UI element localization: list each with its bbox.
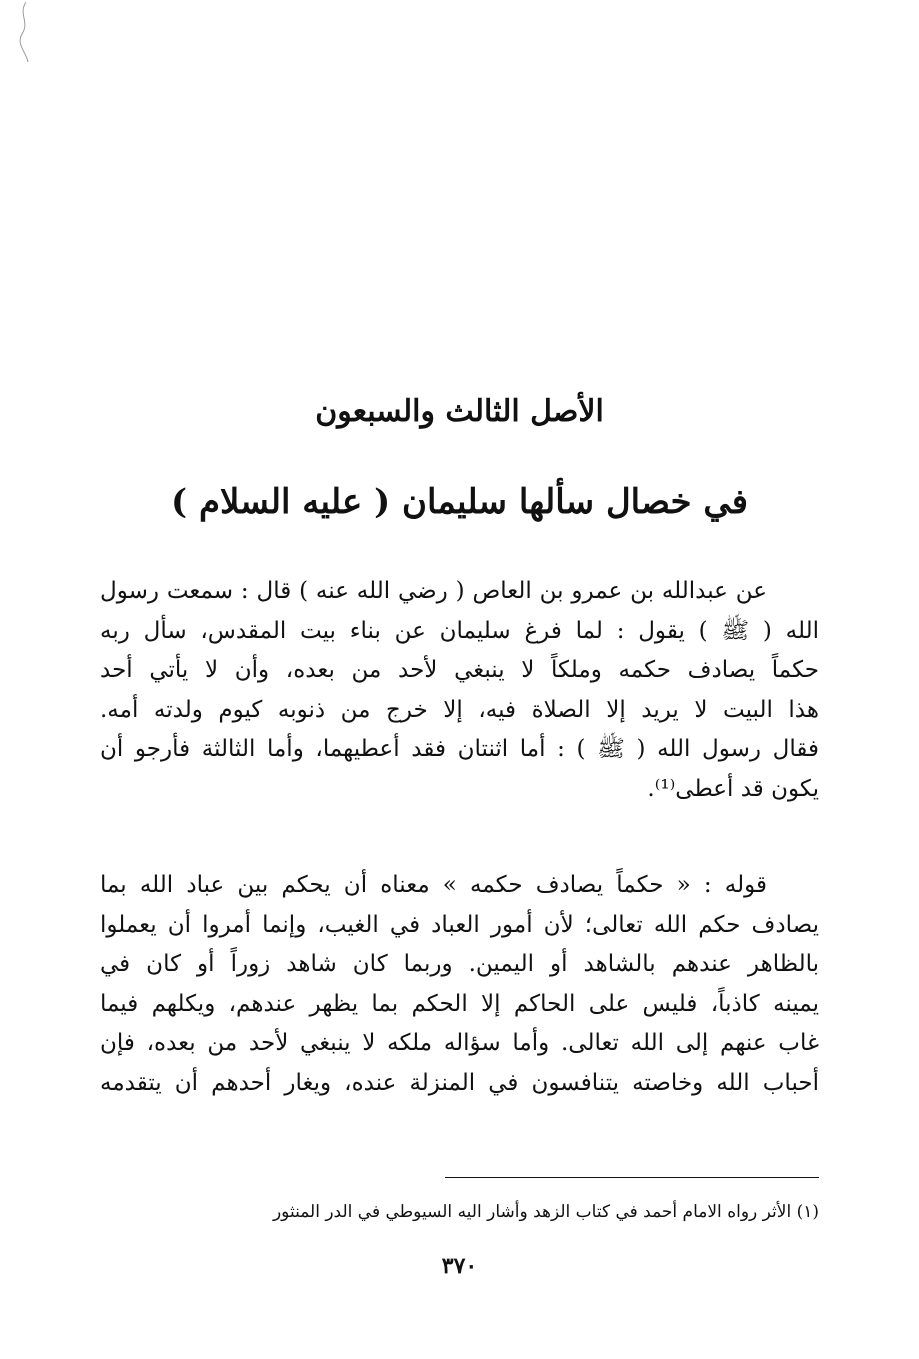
paragraph-line: فقال رسول الله ( ﷺ ) : أما اثنتان فقد أعطيهما، وأما الثالثة فأرجو أن: [100, 736, 819, 762]
paragraph-line: هذا البيت لا يريد إلا الصلاة فيه، إلا خرج من ذنوبه كيوم ولدته أمه.: [100, 696, 819, 723]
paragraph-line: قوله : « حكماً يصادف حكمه » معناه أن يحكم بين عباد الله بما: [100, 872, 767, 898]
paragraph-line: يصادف حكم الله تعالى؛ لأن أمور العباد في الغيب، وإنما أمروا أن يعملوا: [100, 911, 819, 938]
hadith-paragraph: [100, 572, 819, 809]
page-edge-mark: [4, 0, 44, 80]
chapter-title: الأصل الثالث والسبعون: [315, 394, 604, 429]
commentary-paragraph: [100, 866, 819, 1103]
paragraph-line: الله ( ﷺ ) يقول : لما فرغ سليمان عن بناء بيت المقدس، سأل ربه: [100, 617, 819, 644]
paragraph-line: حكماً يصادف حكمه وملكاً لا ينبغي لأحد من بعده، وأن لا يأتي أحد: [100, 657, 819, 683]
footnote: (١) الأثر رواه الامام أحمد في كتاب الزهد وأشار اليه السيوطي في الدر المنثور: [272, 1202, 819, 1222]
paragraph-line: غاب عنهم إلى الله تعالى. وأما سؤاله ملكه لا ينبغي لأحد من بعده، فإن: [100, 1030, 819, 1056]
paragraph-line: بالظاهر عندهم بالشاهد أو اليمين. وربما كان شاهد زوراً أو كان في: [100, 951, 819, 977]
paragraph-line: يمينه كاذباً، فليس على الحاكم إلا الحكم بما يظهر عندهم، ويكلهم فيما: [100, 990, 819, 1017]
paragraph-line: عن عبدالله بن عمرو بن العاص ( رضي الله عنه ) قال : سمعت رسول: [100, 578, 767, 604]
paragraph-line: يكون قد أعطى⁽¹⁾.: [647, 775, 819, 802]
paragraph-line: أحباب الله وخاصته يتنافسون في المنزلة عنده، ويغار أحدهم أن يتقدمه: [100, 1069, 819, 1096]
footnote-separator: [445, 1177, 819, 1178]
chapter-subtitle: في خصال سألها سليمان ( عليه السلام ): [171, 482, 748, 522]
page-number: ٣٧٠: [441, 1253, 478, 1279]
